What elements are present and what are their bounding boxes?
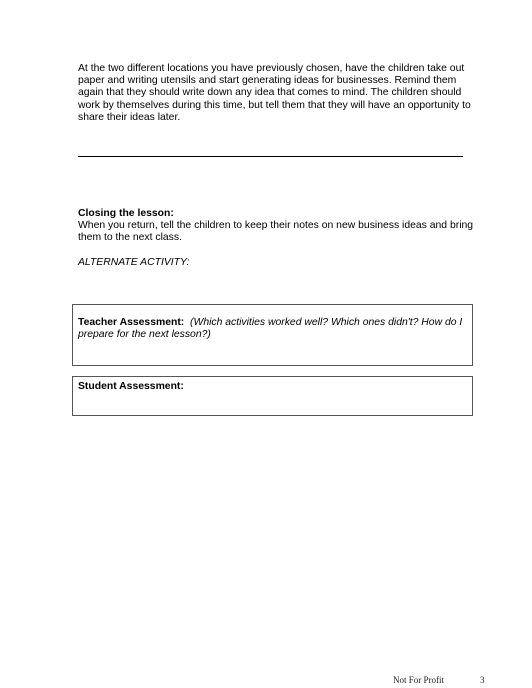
- teacher-assessment-label: Teacher Assessment:: [78, 317, 185, 328]
- student-assessment-box: [72, 376, 473, 416]
- closing-heading: Closing the lesson:: [78, 208, 174, 219]
- teacher-assessment-question: (Which activities worked well? Which ones didn't? How do I prepare for the next lesson?): [78, 317, 463, 341]
- closing-text: When you return, tell the children to keep their notes on new business ideas and bring them to the next class.: [78, 220, 474, 244]
- divider-line: [78, 156, 463, 157]
- alternate-activity-label: ALTERNATE ACTIVITY:: [78, 257, 190, 268]
- closing-section: [78, 208, 480, 245]
- page-number: 3: [480, 675, 485, 685]
- teacher-assessment-box: [72, 304, 473, 366]
- footer-label: Not For Profit: [393, 675, 445, 685]
- student-assessment-label: Student Assessment:: [78, 381, 184, 392]
- instructions-paragraph: At the two different locations you have previously chosen, have the children take out paper and writing utensils and start generating ideas for businesses. Remind them again that they should write down any idea that comes to mind. The children should work by themselves during this time, but tell them that they will have an opportunity to share their ideas later.: [78, 63, 471, 123]
